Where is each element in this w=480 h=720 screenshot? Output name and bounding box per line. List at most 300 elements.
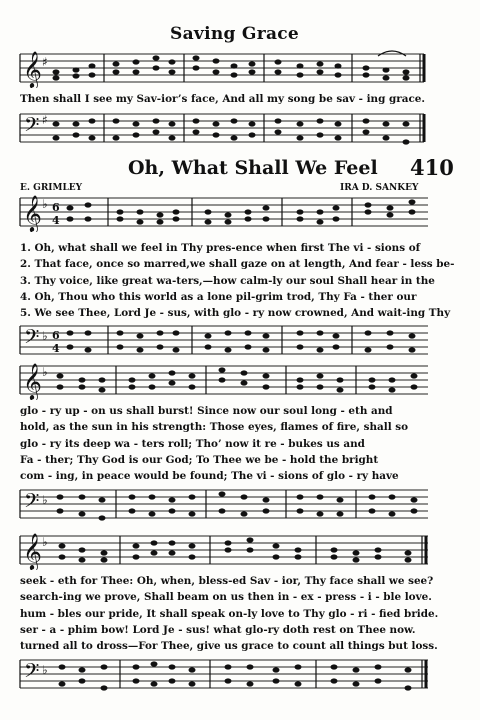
notehead: [335, 72, 342, 77]
notehead: [337, 387, 344, 392]
notehead: [173, 209, 180, 214]
svg-text:♭: ♭: [42, 197, 48, 211]
verse-line: hold, as the sun in his strength: Those eyes, flames of fire, shall so: [20, 421, 409, 434]
notehead: [53, 75, 60, 80]
notehead: [297, 508, 304, 513]
verse-line: hum - bles our pride, It shall speak on-ly love to Thy glo - ri - fied bride.: [20, 607, 439, 620]
notehead: [113, 61, 120, 66]
notehead: [263, 384, 270, 389]
notehead: [247, 547, 254, 552]
notehead: [149, 384, 156, 389]
notehead: [133, 678, 140, 683]
notehead: [353, 681, 360, 686]
notehead: [241, 511, 248, 516]
notehead: [231, 63, 238, 68]
section1-lyric-line: Then shall I see my Sav-ior’s face, And all my song be sav - ing grace.: [20, 93, 425, 105]
notehead: [405, 685, 412, 690]
notehead: [333, 344, 340, 349]
notehead: [335, 135, 342, 140]
notehead: [263, 216, 270, 221]
notehead: [117, 344, 124, 349]
notehead: [157, 219, 164, 224]
notehead: [117, 330, 124, 335]
notehead: [173, 330, 180, 335]
notehead: [369, 377, 376, 382]
notehead: [263, 508, 270, 513]
notehead: [151, 681, 158, 686]
notehead: [225, 330, 232, 335]
notehead: [85, 347, 92, 352]
notehead: [225, 347, 232, 352]
notehead: [213, 132, 220, 137]
notehead: [273, 554, 280, 559]
notehead: [363, 118, 370, 123]
notehead: [411, 384, 418, 389]
notehead: [193, 55, 200, 60]
notehead: [317, 347, 324, 352]
notehead: [411, 373, 418, 378]
notehead: [193, 118, 200, 123]
notehead: [73, 73, 80, 78]
notehead: [337, 497, 344, 502]
notehead: [137, 209, 144, 214]
notehead: [133, 59, 140, 64]
notehead: [153, 65, 160, 70]
notehead: [331, 664, 338, 669]
notehead: [79, 511, 86, 516]
notehead: [57, 508, 64, 513]
notehead: [403, 69, 410, 74]
notehead: [409, 209, 416, 214]
notehead: [263, 497, 270, 502]
notehead: [317, 511, 324, 516]
notehead: [213, 69, 220, 74]
notehead: [205, 219, 212, 224]
notehead: [295, 681, 302, 686]
notehead: [101, 685, 108, 690]
notehead: [245, 209, 252, 214]
notehead: [129, 377, 136, 382]
svg-text:𝄢: 𝄢: [24, 325, 40, 353]
svg-text:𝄢: 𝄢: [24, 489, 40, 517]
notehead: [225, 678, 232, 683]
notehead: [363, 129, 370, 134]
notehead: [317, 132, 324, 137]
music-composer: IRA D. SANKEY: [340, 183, 419, 193]
notehead: [403, 75, 410, 80]
notehead: [365, 330, 372, 335]
notehead: [353, 667, 360, 672]
notehead: [219, 367, 226, 372]
notehead: [149, 373, 156, 378]
notehead: [225, 212, 232, 217]
notehead: [317, 118, 324, 123]
notehead: [205, 333, 212, 338]
notehead: [113, 69, 120, 74]
notehead: [231, 72, 238, 77]
notehead: [317, 330, 324, 335]
notehead: [193, 129, 200, 134]
svg-text:♯: ♯: [42, 55, 48, 69]
notehead: [219, 508, 226, 513]
verse-line: 3. Thy voice, like great wa-ters,—how calm-ly our soul Shall hear in the: [20, 274, 435, 287]
notehead: [133, 543, 140, 548]
notehead: [363, 72, 370, 77]
notehead: [133, 121, 140, 126]
verse-line: com - ing, in peace would be found; The vi - sions of glo - ry have: [20, 470, 399, 483]
notehead: [387, 344, 394, 349]
notehead: [117, 216, 124, 221]
notehead: [403, 121, 410, 126]
verse-line: glo - ry its deep wa - ters roll; Tho’ now it re - bukes us and: [20, 437, 365, 450]
svg-text:𝄞: 𝄞: [23, 50, 42, 88]
notehead: [79, 384, 86, 389]
notehead: [189, 373, 196, 378]
notehead: [387, 212, 394, 217]
svg-text:6: 6: [52, 329, 60, 342]
notehead: [133, 554, 140, 559]
verse-lyrics-system-2: [20, 403, 460, 484]
notehead: [133, 132, 140, 137]
notehead: [249, 61, 256, 66]
notehead: [151, 540, 158, 545]
verse-line: 1. Oh, what shall we feel in Thy pres-ence when first The vi - sions of: [20, 242, 421, 254]
notehead: [333, 205, 340, 210]
notehead: [273, 543, 280, 548]
notehead: [225, 540, 232, 545]
notehead: [411, 497, 418, 502]
notehead: [149, 494, 156, 499]
notehead: [369, 508, 376, 513]
music-staff: [16, 530, 428, 570]
notehead: [317, 69, 324, 74]
notehead: [189, 681, 196, 686]
notehead: [353, 550, 360, 555]
svg-text:𝄞: 𝄞: [23, 362, 42, 400]
verse-line: turned all to dross—For Thee, give us grace to count all things but loss.: [20, 640, 438, 653]
notehead: [245, 216, 252, 221]
notehead: [169, 664, 176, 669]
svg-text:𝄢: 𝄢: [24, 659, 40, 687]
verse-line: ser - a - phim bow! Lord Je - sus! what glo-ry doth rest on Thee now.: [20, 623, 416, 636]
notehead: [169, 550, 176, 555]
notehead: [225, 219, 232, 224]
notehead: [335, 63, 342, 68]
notehead: [263, 373, 270, 378]
verse-line: 2. That face, once so marred,we shall gaze on at length, And fear - less be-: [20, 258, 455, 271]
notehead: [189, 667, 196, 672]
notehead: [331, 554, 338, 559]
svg-text:♭: ♭: [42, 493, 48, 507]
verse-line: search-ing we prove, Shall beam on us then in - ex - press - i - ble love.: [20, 591, 432, 604]
notehead: [169, 497, 176, 502]
notehead: [231, 135, 238, 140]
notehead: [275, 129, 282, 134]
notehead: [79, 678, 86, 683]
hymn-number: 410: [410, 155, 454, 180]
notehead: [249, 132, 256, 137]
notehead: [263, 205, 270, 210]
notehead: [59, 543, 66, 548]
notehead: [369, 494, 376, 499]
notehead: [189, 384, 196, 389]
svg-text:𝄢: 𝄢: [24, 113, 40, 141]
notehead: [99, 497, 106, 502]
notehead: [53, 121, 60, 126]
notehead: [245, 344, 252, 349]
notehead: [79, 377, 86, 382]
notehead: [169, 540, 176, 545]
notehead: [375, 664, 382, 669]
music-staff: [16, 360, 428, 400]
notehead: [101, 550, 108, 555]
notehead: [273, 667, 280, 672]
notehead: [297, 121, 304, 126]
notehead: [263, 347, 270, 352]
notehead: [133, 664, 140, 669]
verse-line: 5. We see Thee, Lord Je - sus, with glo - ry now crowned, And wait-ing Thy: [20, 307, 451, 320]
notehead: [389, 494, 396, 499]
notehead: [79, 547, 86, 552]
notehead: [205, 344, 212, 349]
notehead: [297, 209, 304, 214]
notehead: [297, 330, 304, 335]
notehead: [375, 554, 382, 559]
notehead: [59, 664, 66, 669]
notehead: [365, 209, 372, 214]
notehead: [297, 377, 304, 382]
notehead: [79, 494, 86, 499]
notehead: [153, 129, 160, 134]
notehead: [387, 205, 394, 210]
notehead: [383, 135, 390, 140]
music-staff: [16, 320, 428, 360]
svg-text:4: 4: [52, 214, 60, 227]
notehead: [295, 547, 302, 552]
notehead: [153, 118, 160, 123]
notehead: [101, 664, 108, 669]
notehead: [89, 118, 96, 123]
notehead: [383, 67, 390, 72]
notehead: [409, 199, 416, 204]
notehead: [137, 347, 144, 352]
notehead: [169, 380, 176, 385]
notehead: [213, 121, 220, 126]
notehead: [137, 333, 144, 338]
notehead: [99, 387, 106, 392]
notehead: [67, 216, 74, 221]
notehead: [79, 667, 86, 672]
notehead: [169, 69, 176, 74]
notehead: [205, 209, 212, 214]
notehead: [317, 494, 324, 499]
verse-line: 4. Oh, Thou who this world as a lone pil-grim trod, Thy Fa - ther our: [20, 290, 417, 303]
notehead: [297, 344, 304, 349]
notehead: [225, 547, 232, 552]
notehead: [331, 678, 338, 683]
notehead: [295, 554, 302, 559]
notehead: [129, 494, 136, 499]
notehead: [169, 59, 176, 64]
notehead: [225, 664, 232, 669]
verse-line: Fa - ther; Thy God is our God; To Thee we be - hold the bright: [20, 453, 379, 466]
notehead: [297, 494, 304, 499]
notehead: [189, 543, 196, 548]
notehead: [337, 377, 344, 382]
notehead: [249, 121, 256, 126]
notehead: [149, 511, 156, 516]
notehead: [79, 557, 86, 562]
notehead: [189, 494, 196, 499]
notehead: [151, 661, 158, 666]
notehead: [405, 667, 412, 672]
notehead: [157, 212, 164, 217]
notehead: [317, 219, 324, 224]
notehead: [117, 209, 124, 214]
notehead: [67, 344, 74, 349]
notehead: [173, 216, 180, 221]
notehead: [59, 554, 66, 559]
notehead: [247, 664, 254, 669]
notehead: [241, 370, 248, 375]
notehead: [275, 69, 282, 74]
music-staff: [16, 48, 428, 88]
notehead: [133, 69, 140, 74]
notehead: [85, 330, 92, 335]
notehead: [317, 61, 324, 66]
notehead: [369, 384, 376, 389]
notehead: [389, 387, 396, 392]
music-staff: [16, 654, 428, 694]
svg-text:𝄞: 𝄞: [23, 532, 42, 570]
notehead: [365, 202, 372, 207]
notehead: [389, 377, 396, 382]
notehead: [405, 557, 412, 562]
notehead: [403, 139, 410, 144]
verse-lyrics-system-3: [20, 573, 460, 654]
svg-text:𝄞: 𝄞: [23, 194, 42, 232]
notehead: [129, 384, 136, 389]
notehead: [247, 537, 254, 542]
notehead: [405, 550, 412, 555]
notehead: [169, 135, 176, 140]
svg-text:♭: ♭: [42, 535, 48, 549]
notehead: [297, 216, 304, 221]
notehead: [173, 347, 180, 352]
notehead: [317, 384, 324, 389]
notehead: [99, 515, 106, 520]
notehead: [101, 557, 108, 562]
notehead: [335, 121, 342, 126]
music-staff: [16, 108, 428, 148]
notehead: [317, 209, 324, 214]
notehead: [241, 494, 248, 499]
section-title: Saving Grace: [170, 24, 300, 44]
notehead: [85, 216, 92, 221]
notehead: [363, 65, 370, 70]
notehead: [169, 370, 176, 375]
notehead: [365, 347, 372, 352]
notehead: [169, 678, 176, 683]
notehead: [153, 55, 160, 60]
svg-text:♯: ♯: [42, 113, 48, 127]
notehead: [249, 69, 256, 74]
notehead: [275, 59, 282, 64]
notehead: [317, 373, 324, 378]
notehead: [89, 135, 96, 140]
svg-text:♭: ♭: [42, 329, 48, 343]
notehead: [67, 205, 74, 210]
notehead: [151, 550, 158, 555]
verse-line: glo - ry up - on us shall burst! Since now our soul long - eth and: [20, 405, 393, 417]
verse-lyrics-system-1: [20, 240, 460, 321]
notehead: [85, 202, 92, 207]
notehead: [219, 377, 226, 382]
notehead: [333, 216, 340, 221]
notehead: [245, 330, 252, 335]
notehead: [337, 511, 344, 516]
notehead: [387, 330, 394, 335]
notehead: [297, 72, 304, 77]
notehead: [297, 135, 304, 140]
notehead: [67, 330, 74, 335]
notehead: [383, 121, 390, 126]
notehead: [137, 219, 144, 224]
words-author: E. GRIMLEY: [20, 183, 83, 193]
notehead: [375, 678, 382, 683]
notehead: [241, 380, 248, 385]
notehead: [53, 69, 60, 74]
music-staff: [16, 192, 428, 232]
notehead: [89, 72, 96, 77]
notehead: [375, 547, 382, 552]
notehead: [331, 547, 338, 552]
notehead: [189, 511, 196, 516]
hymn-title: Oh, What Shall We Feel: [128, 157, 378, 179]
notehead: [57, 384, 64, 389]
notehead: [99, 377, 106, 382]
notehead: [73, 67, 80, 72]
notehead: [247, 681, 254, 686]
notehead: [383, 75, 390, 80]
notehead: [89, 63, 96, 68]
notehead: [219, 491, 226, 496]
notehead: [157, 330, 164, 335]
notehead: [409, 347, 416, 352]
notehead: [157, 344, 164, 349]
notehead: [169, 508, 176, 513]
svg-text:♭: ♭: [42, 365, 48, 379]
notehead: [409, 333, 416, 338]
notehead: [57, 373, 64, 378]
notehead: [113, 135, 120, 140]
verse-line: seek - eth for Thee: Oh, when, bless-ed Sav - ior, Thy face shall we see?: [20, 575, 434, 587]
notehead: [169, 121, 176, 126]
notehead: [273, 678, 280, 683]
notehead: [213, 58, 220, 63]
notehead: [193, 65, 200, 70]
notehead: [73, 132, 80, 137]
notehead: [231, 118, 238, 123]
notehead: [189, 554, 196, 559]
notehead: [129, 508, 136, 513]
music-staff: [16, 484, 428, 524]
notehead: [295, 664, 302, 669]
notehead: [353, 557, 360, 562]
svg-text:♭: ♭: [42, 663, 48, 677]
notehead: [333, 333, 340, 338]
notehead: [411, 508, 418, 513]
